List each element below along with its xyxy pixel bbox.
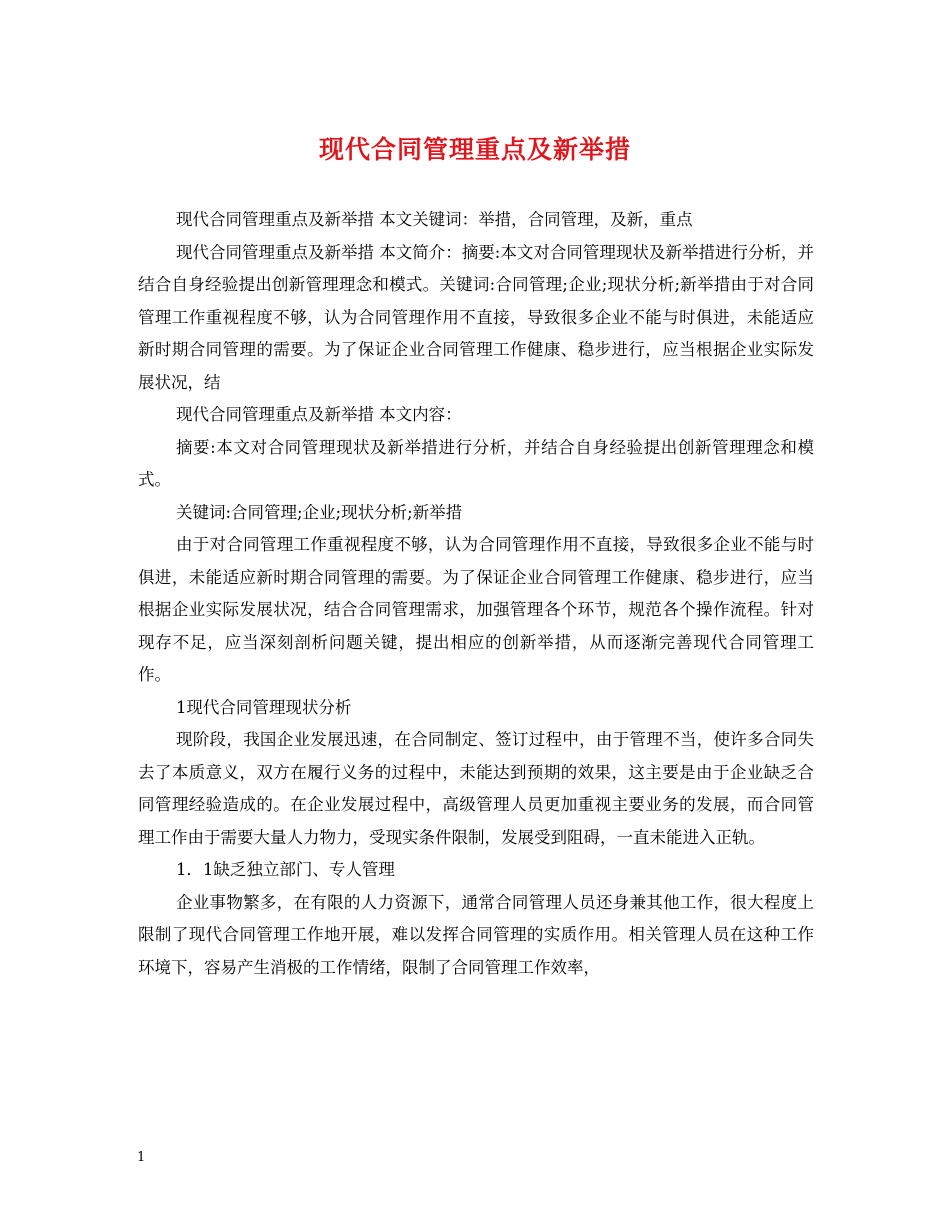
section-heading-current-status: 1现代合同管理现状分析 xyxy=(175,697,352,717)
page-number: 1 xyxy=(137,1150,146,1165)
paragraph-keywords-summary: 现代合同管理重点及新举措 本文关键词：举措，合同管理，及新，重点 xyxy=(175,210,693,229)
paragraph-abstract: 摘要:本文对合同管理现状及新举措进行分析，并结合自身经验提出创新管理理念和模式。 xyxy=(138,437,814,489)
document-body xyxy=(138,204,814,984)
paragraph-introduction-summary: 现代合同管理重点及新举措 本文简介：摘要:本文对合同管理现状及新举措进行分析，并结合自身经验提出创新管理理念和模式。关键词:合同管理;企业;现状分析;新举措由于对合同管理工作重视程度不够，认为合同管理作用不直接，导致很多企业不能与时俱进，未能适应新时期合同管理的需要。为了保证企业合同管理工作健康、稳步进行，应当根据企业实际发展状况，结 xyxy=(138,242,814,392)
document-title: 现代合同管理重点及新举措 xyxy=(318,135,631,164)
paragraph-keywords: 关键词:合同管理;企业;现状分析;新举措 xyxy=(175,502,463,522)
paragraph-independent-department: 企业事物繁多，在有限的人力资源下，通常合同管理人员还身兼其他工作，很大程度上限制了现代合同管理工作地开展，难以发挥合同管理的实质作用。相关管理人员在这种工作环境下，容易产生消极的工作情绪，限制了合同管理工作效率， xyxy=(138,892,814,977)
paragraph-content-heading: 现代合同管理重点及新举措 本文内容： xyxy=(175,405,462,424)
paragraph-current-status: 现阶段，我国企业发展迅速，在合同制定、签订过程中，由于管理不当，使许多合同失去了本质意义，双方在履行义务的过程中，未能达到预期的效果，这主要是由于企业缺乏合同管理经验造成的。在企业发展过程中，高级管理人员更加重视主要业务的发展，而合同管理工作由于需要大量人力物力，受现实条件限制，发展受到阻碍，一直未能进入正轨。 xyxy=(138,730,814,847)
subsection-heading-independent-department: 1．1缺乏独立部门、专人管理 xyxy=(175,860,395,879)
paragraph-introduction: 由于对合同管理工作重视程度不够，认为合同管理作用不直接，导致很多企业不能与时俱进，未能适应新时期合同管理的需要。为了保证企业合同管理工作健康、稳步进行，应当根据企业实际发展状况，结合合同管理需求，加强管理各个环节，规范各个操作流程。针对现存不足，应当深刻剖析问题关键，提出相应的创新举措，从而逐渐完善现代合同管理工作。 xyxy=(138,535,814,684)
